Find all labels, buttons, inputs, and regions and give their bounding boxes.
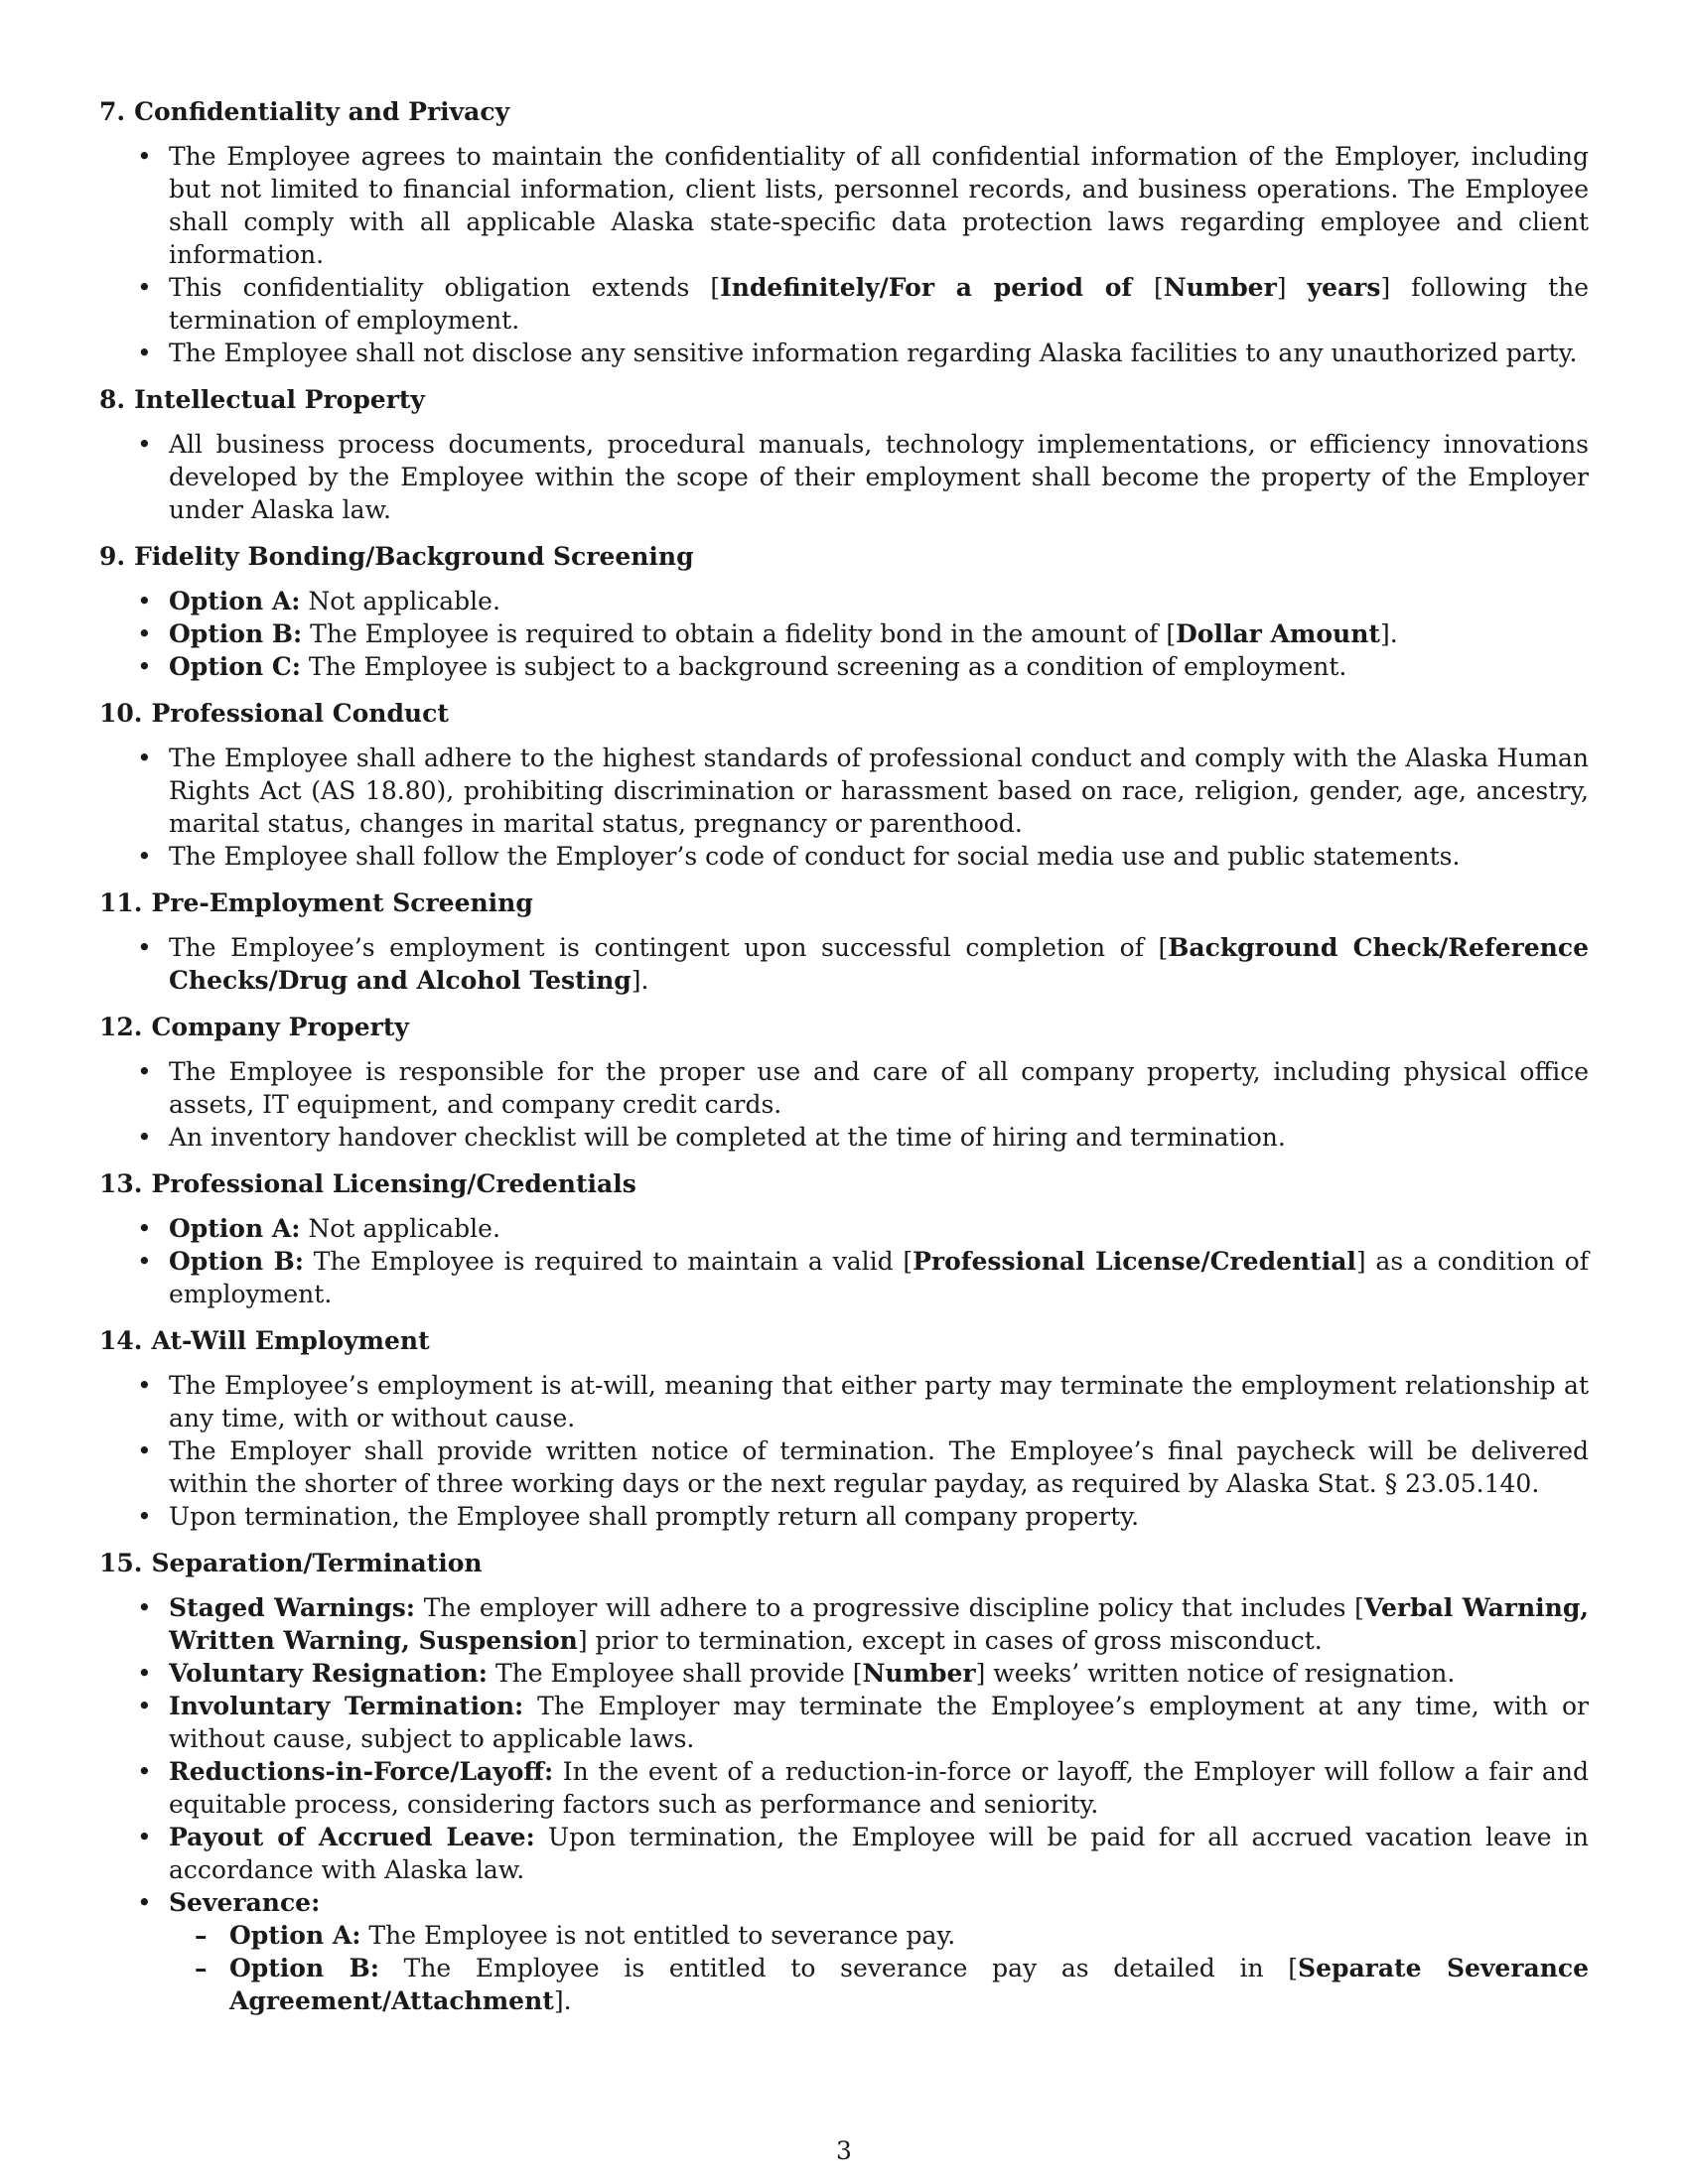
list-item: • Staged Warnings: The employer will adhere to a progressive discipline policy that includes [Verbal Warning, Written Warning, Suspension] prior to termination, except in cases of gross misconduct. <box>99 1591 1589 1657</box>
list-item: • An inventory handover checklist will be completed at the time of hiring and termination. <box>99 1121 1589 1154</box>
list-item: • Reductions-in-Force/Layoff: In the event of a reduction-in-force or layoff, the Employer will follow a fair and equitable process, considering factors such as performance and seniority. <box>99 1755 1589 1821</box>
page-number: 3 <box>836 2136 852 2165</box>
list-item: • Option B: The Employee is required to maintain a valid [Professional License/Credential] as a condition of employment. <box>99 1245 1589 1310</box>
sub-list-item: – Option A: The Employee is not entitled to severance pay. <box>169 1919 1589 1952</box>
list-item: • Payout of Accrued Leave: Upon termination, the Employee will be paid for all accrued vacation leave in accordance with Alaska law. <box>99 1821 1589 1886</box>
list-item: • This confidentiality obligation extends [Indefinitely/For a period of [Number] years] following the termination of employment. <box>99 271 1589 337</box>
sub-list-item: – Option B: The Employee is entitled to severance pay as detailed in [Separate Severance Agreement/Attachment]. <box>169 1952 1589 2017</box>
document-body <box>99 95 1589 2031</box>
list-item: • All business process documents, procedural manuals, technology implementations, or efficiency innovations developed by the Employee within the scope of their employment shall become the property of the Employer under Alaska law. <box>99 428 1589 526</box>
section-heading: 15. Separation/Termination <box>99 1549 483 1577</box>
list-item: • The Employee’s employment is contingent upon successful completion of [Background Check/Reference Checks/Drug and Alcohol Testing]. <box>99 931 1589 997</box>
list-item: • Option A: Not applicable. <box>99 585 1589 617</box>
section-heading: 10. Professional Conduct <box>99 699 449 728</box>
list-item: • Involuntary Termination: The Employer may terminate the Employee’s employment at any time, with or without cause, subject to applicable laws. <box>99 1690 1589 1755</box>
list-item: • The Employee is responsible for the proper use and care of all company property, including physical office assets, IT equipment, and company credit cards. <box>99 1055 1589 1121</box>
section-fidelity-bonding <box>99 540 1589 683</box>
section-separation-termination <box>99 1547 1589 2017</box>
list-item: • Option C: The Employee is subject to a background screening as a condition of employment. <box>99 650 1589 683</box>
section-professional-conduct <box>99 697 1589 873</box>
section-company-property <box>99 1011 1589 1154</box>
section-heading: 7. Confidentiality and Privacy <box>99 97 510 126</box>
section-heading: 12. Company Property <box>99 1013 409 1041</box>
list-item: • The Employee’s employment is at-will, meaning that either party may terminate the employment relationship at any time, with or without cause. <box>99 1369 1589 1434</box>
list-item: • Option A: Not applicable. <box>99 1212 1589 1245</box>
list-item: • Voluntary Resignation: The Employee shall provide [Number] weeks’ written notice of resignation. <box>99 1657 1589 1690</box>
section-intellectual-property <box>99 383 1589 526</box>
section-at-will-employment <box>99 1324 1589 1533</box>
section-professional-licensing <box>99 1167 1589 1310</box>
list-item: • The Employer shall provide written notice of termination. The Employee’s final paycheck will be delivered within the shorter of three working days or the next regular payday, as required by Alaska Stat. § 23.05.140. <box>99 1434 1589 1500</box>
list-item: • The Employee agrees to maintain the confidentiality of all confidential information of the Employer, including but not limited to financial information, client lists, personnel records, and business operations. The Employee shall comply with all applicable Alaska state-specific data protection laws regarding employee and client information. <box>99 140 1589 271</box>
section-heading: 9. Fidelity Bonding/Background Screening <box>99 542 694 571</box>
section-heading: 11. Pre-Employment Screening <box>99 888 533 917</box>
list-item: • Option B: The Employee is required to obtain a fidelity bond in the amount of [Dollar Amount]. <box>99 617 1589 650</box>
section-heading: 14. At-Will Employment <box>99 1326 430 1355</box>
list-item: • Severance: – Option A: The Employee is not entitled to severance pay. – Option B: The Employee is entitled to severance pay as detailed in [Separate Severance Agreement/Attachment]. <box>99 1886 1589 2017</box>
section-pre-employment-screening <box>99 887 1589 997</box>
section-heading: 8. Intellectual Property <box>99 385 425 414</box>
section-confidentiality <box>99 95 1589 369</box>
list-item: • Upon termination, the Employee shall promptly return all company property. <box>99 1500 1589 1533</box>
section-heading: 13. Professional Licensing/Credentials <box>99 1169 636 1198</box>
list-item: • The Employee shall follow the Employer’s code of conduct for social media use and public statements. <box>99 840 1589 873</box>
list-item: • The Employee shall adhere to the highest standards of professional conduct and comply with the Alaska Human Rights Act (AS 18.80), prohibiting discrimination or harassment based on race, religion, gender, age, ancestry, marital status, changes in marital status, pregnancy or parenthood. <box>99 742 1589 840</box>
list-item: • The Employee shall not disclose any sensitive information regarding Alaska facilities to any unauthorized party. <box>99 337 1589 369</box>
